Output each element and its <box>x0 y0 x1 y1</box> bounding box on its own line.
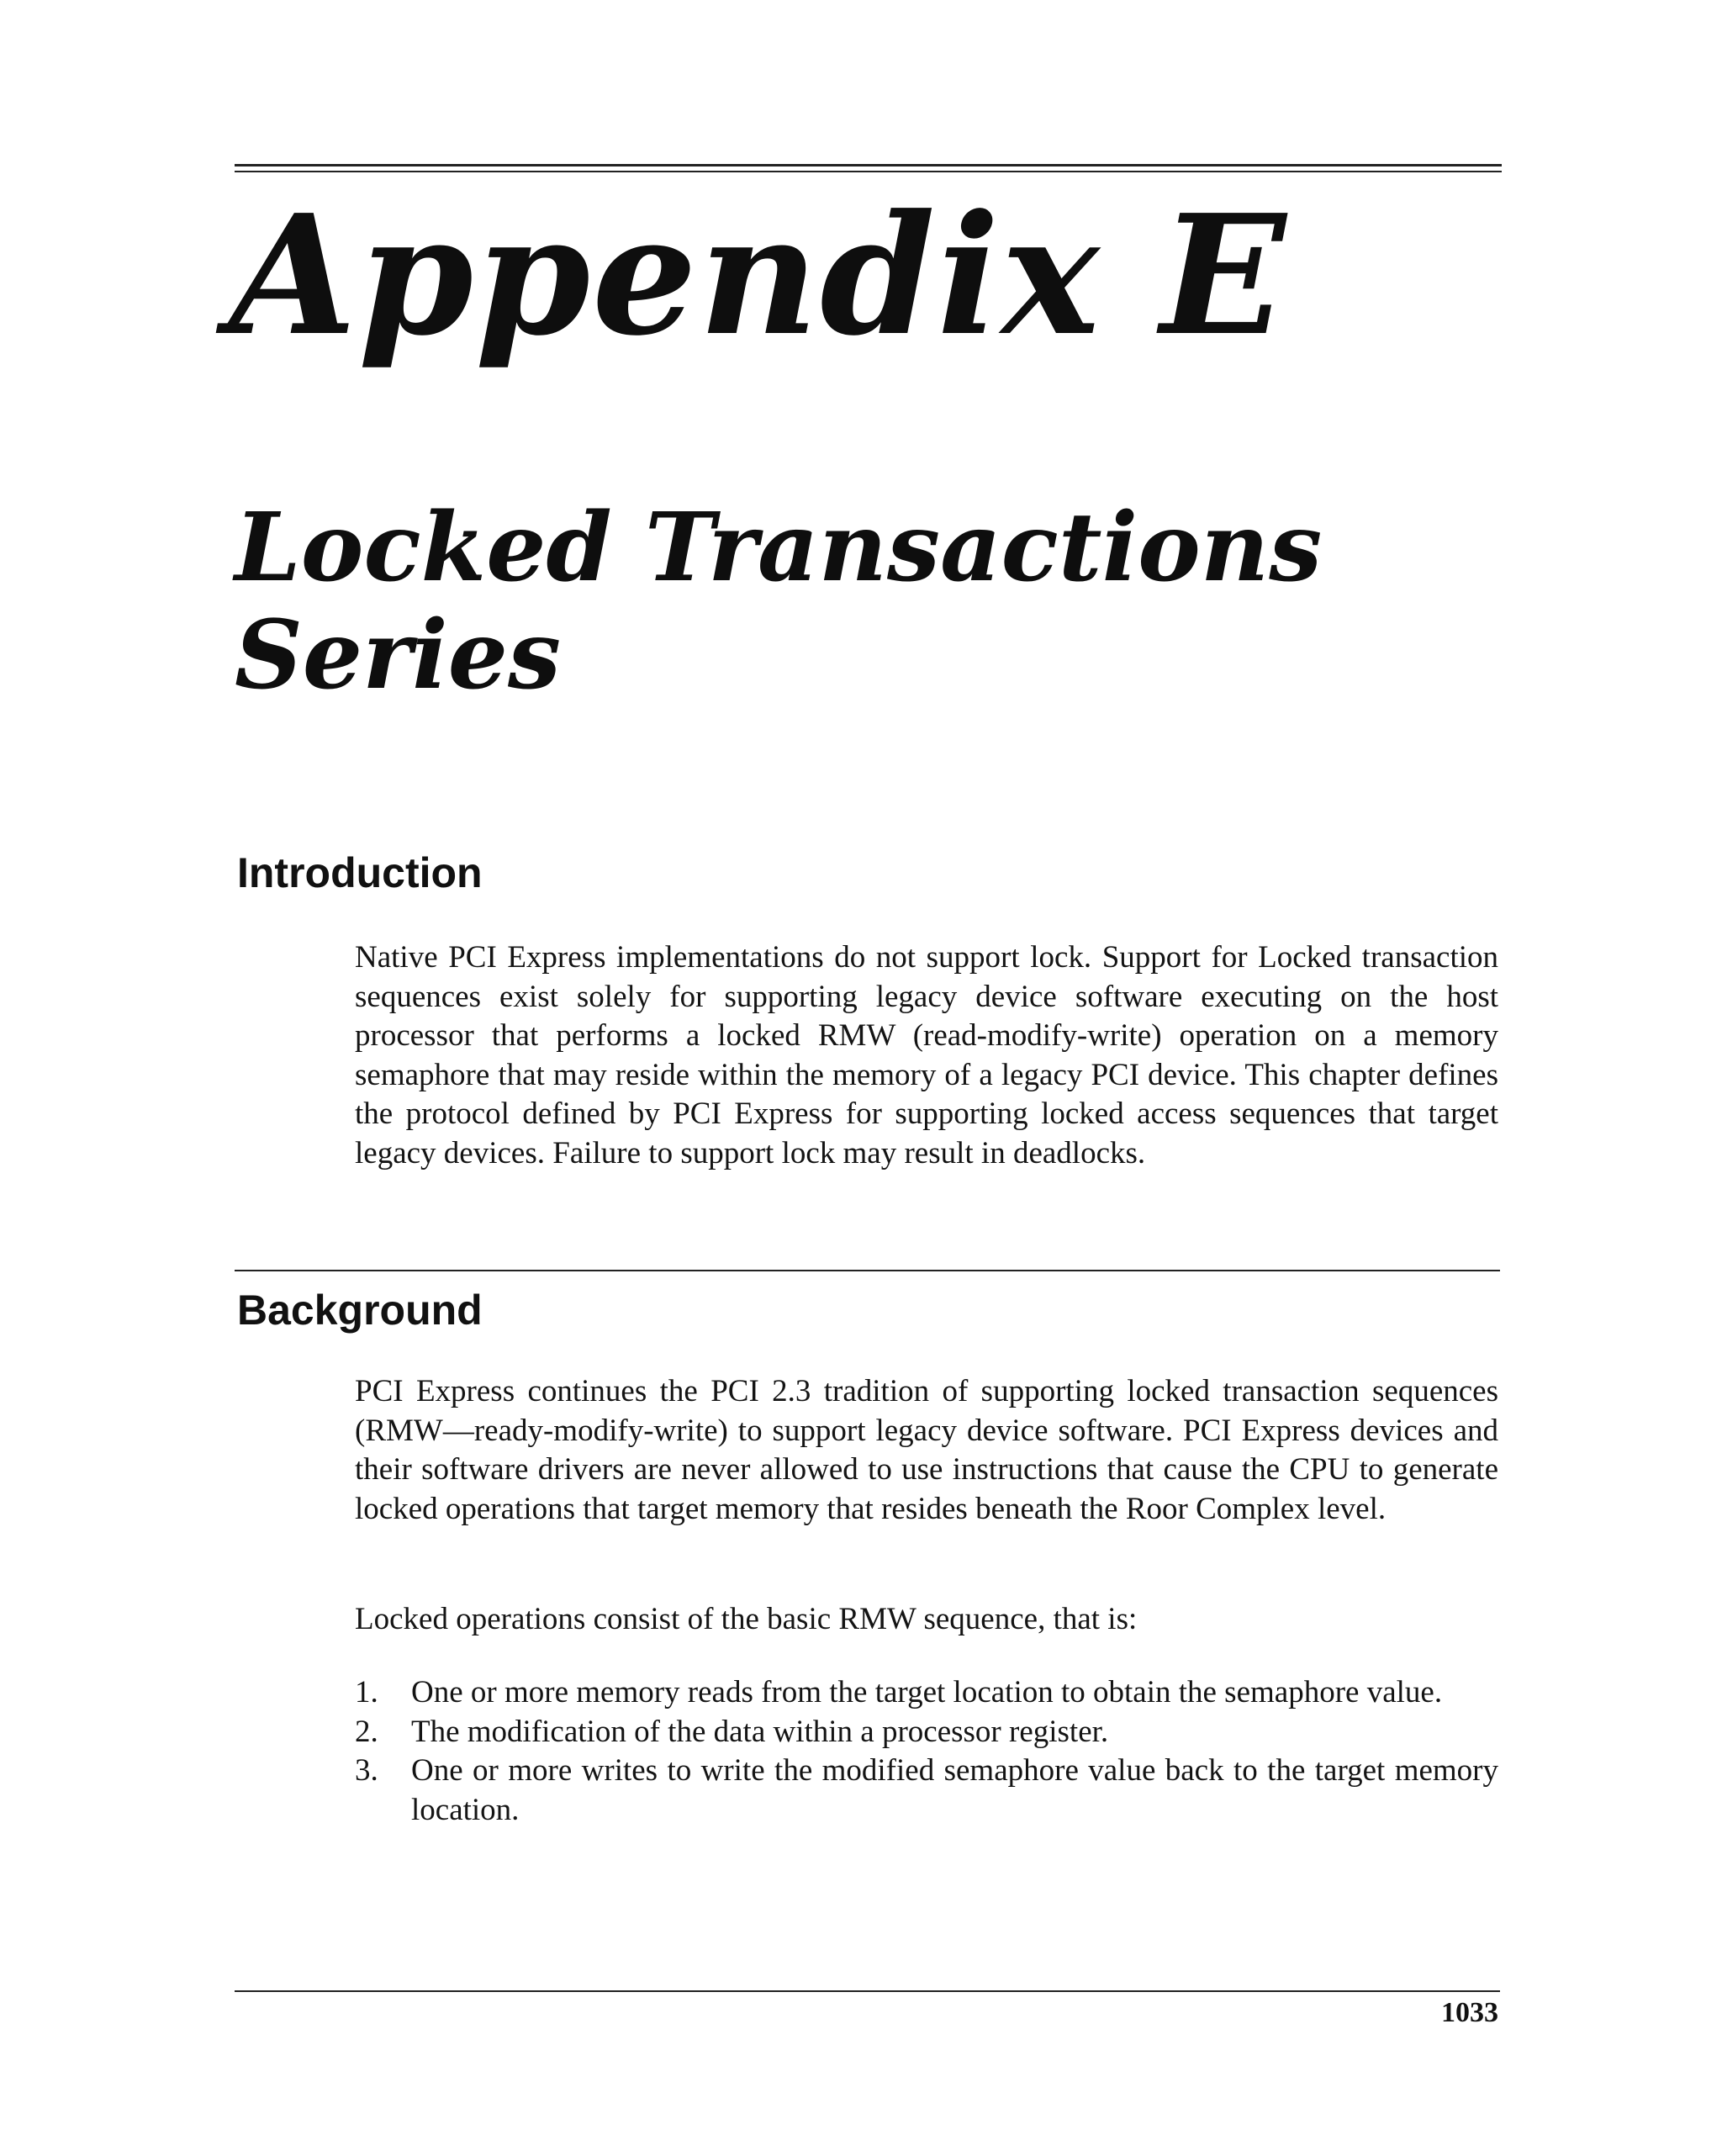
list-item-text: The modification of the data within a processor register. <box>411 1714 1109 1749</box>
list-item-number: 3. <box>355 1753 378 1788</box>
rmw-steps-list <box>355 1673 1498 1830</box>
section-heading-background: Background <box>237 1287 483 1334</box>
list-item <box>355 1752 1498 1830</box>
list-item-number: 2. <box>355 1714 378 1749</box>
top-double-rule-upper <box>235 164 1502 166</box>
background-paragraph-1: PCI Express continues the PCI 2.3 tradition of supporting locked transaction sequences (RMW—ready-modify-write) to support legacy device software. PCI Express devices and their software drivers are never allowed to use instructions that cause the CPU to generate locked operations that target memory that resides beneath the Roor Complex level. <box>355 1374 1498 1526</box>
introduction-paragraph: Native PCI Express implementations do not support lock. Support for Locked transaction sequences exist solely for supporting legacy device software executing on the host processor that performs a locked RMW (read-modify-write) operation on a memory semaphore that may reside within the memory of a legacy PCI device. This chapter defines the protocol defined by PCI Express for supporting locked access sequences that target legacy devices. Failure to support lock may result in deadlocks. <box>355 940 1498 1170</box>
section-heading-introduction: Introduction <box>237 849 483 896</box>
section-divider <box>235 1270 1500 1271</box>
chapter-title-line2: Series <box>235 600 562 711</box>
footer-rule <box>235 1990 1500 1992</box>
chapter-title <box>235 494 1538 710</box>
top-double-rule-lower <box>235 171 1502 172</box>
list-item-text: One or more memory reads from the target location to obtain the semaphore value. <box>411 1675 1443 1709</box>
list-item <box>355 1713 1498 1752</box>
list-item-number: 1. <box>355 1675 378 1709</box>
background-paragraph-2: Locked operations consist of the basic RMW sequence, that is: <box>355 1602 1138 1636</box>
list-item <box>355 1673 1498 1713</box>
list-item-text: One or more writes to write the modified semaphore value back to the target memory location. <box>411 1753 1498 1827</box>
chapter-title-line1: Locked Transactions <box>235 493 1323 603</box>
page-number: 1033 <box>1441 1997 1498 2028</box>
appendix-label: Appendix E <box>229 179 1288 373</box>
